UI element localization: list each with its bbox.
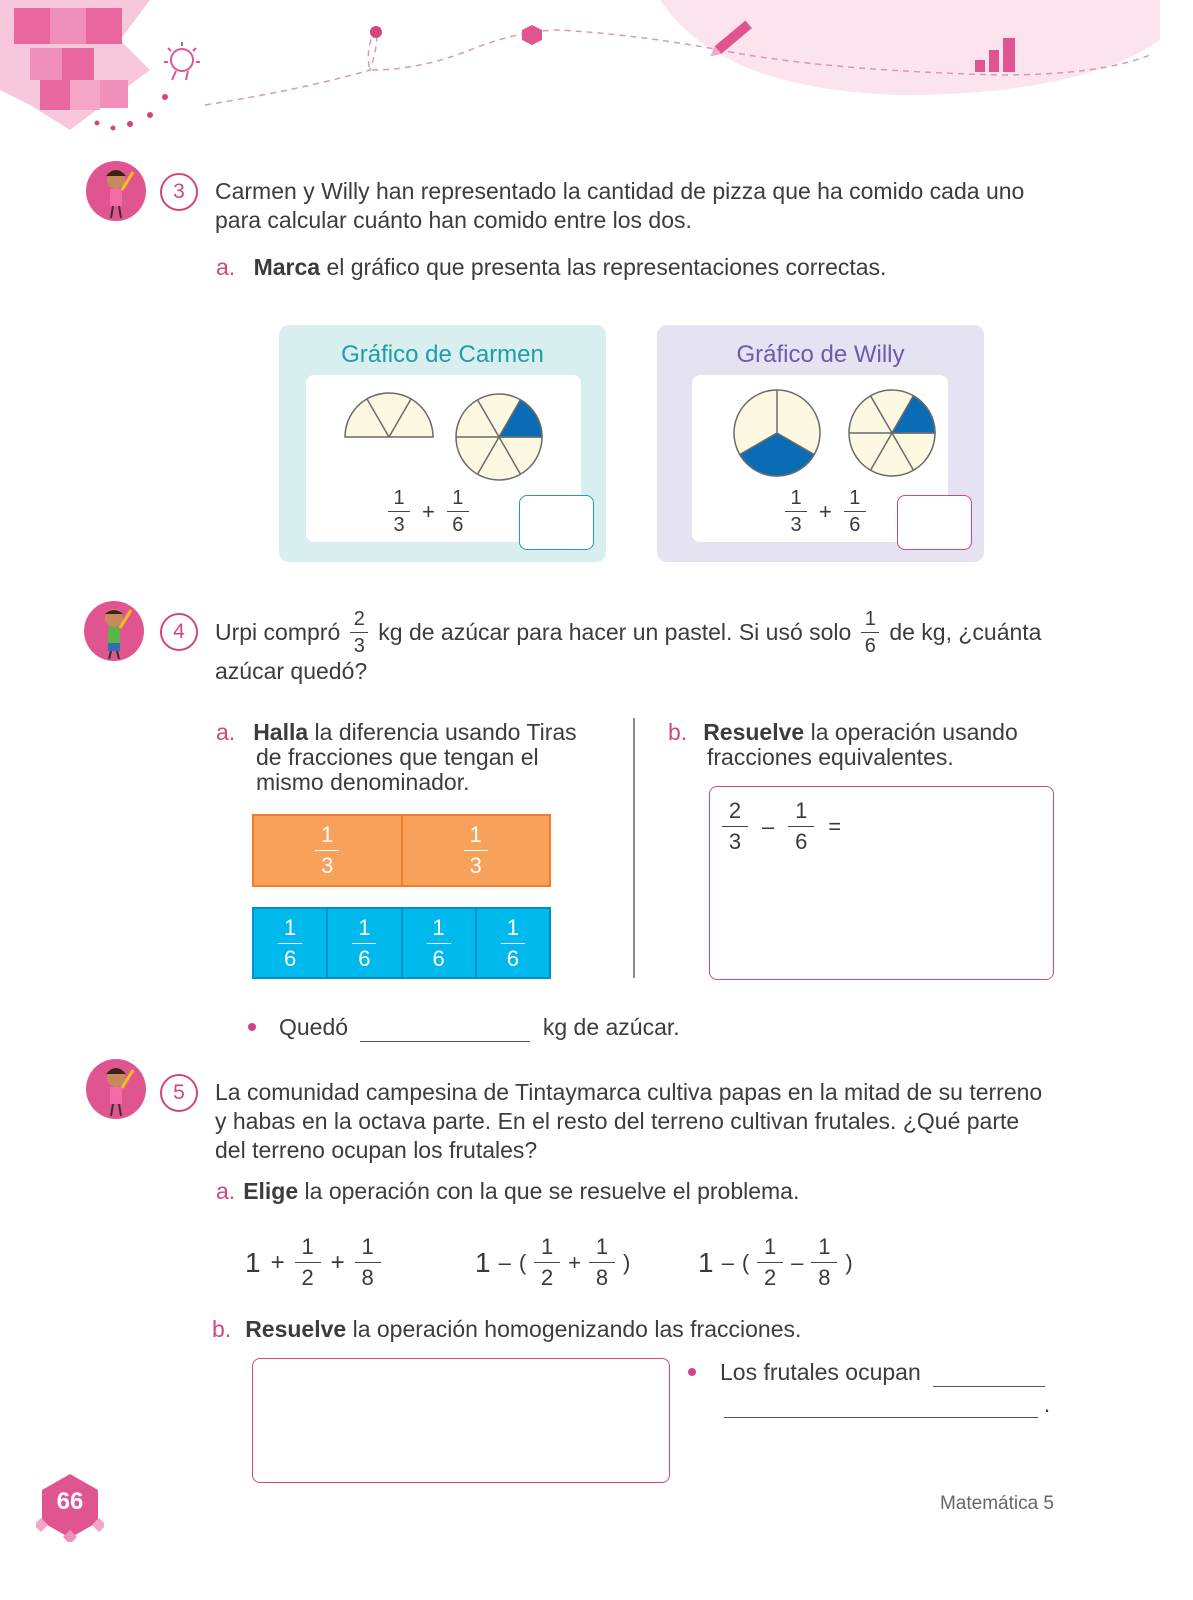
q4-fraction-bought-den: 3 — [353, 634, 365, 657]
q4-answer-prefix: Quedó — [279, 1014, 349, 1040]
carmen-fraction-1-den: 3 — [393, 514, 405, 536]
q5-opt3-fraction-1-num: 1 — [764, 1234, 777, 1259]
q5-opt1-fraction-2 — [355, 1234, 381, 1291]
q5-opt3-minus-2: – — [791, 1249, 804, 1275]
q5-part-a — [216, 1177, 799, 1206]
q5-opt2-left-paren: ( — [518, 1249, 527, 1275]
page-number: 66 — [56, 1488, 84, 1515]
carmen-check-box[interactable] — [519, 495, 594, 550]
willy-fraction-1-den: 3 — [790, 514, 802, 536]
third-strip-num: 1 — [469, 822, 482, 847]
sixth-strip-fraction — [352, 915, 376, 972]
q4-fraction-used — [861, 608, 879, 657]
q5-option-3[interactable] — [698, 1234, 853, 1291]
q5-opt1-plus-1: + — [270, 1248, 285, 1276]
q4-part-b-letter: b. — [668, 719, 688, 745]
q4-statement-line-2: azúcar quedó? — [215, 658, 368, 684]
column-divider — [633, 718, 635, 978]
q4-fraction-bought — [350, 608, 368, 657]
q5-opt3-fraction-1-den: 2 — [764, 1265, 777, 1290]
q4-op-equals: = — [828, 813, 842, 839]
third-strip-fraction — [464, 822, 488, 879]
half-pizza-thirds — [345, 393, 433, 437]
q5-answer-line-2 — [724, 1392, 1050, 1418]
q5-opt2-fraction-1-num: 1 — [541, 1234, 554, 1259]
q3-part-a-verb: Marca — [253, 254, 321, 280]
q3-part-a-text: el gráfico que presenta las representaciones correctas. — [320, 254, 887, 280]
question-number-3: 3 — [160, 173, 198, 211]
carmen-fraction-2-num: 1 — [452, 487, 464, 509]
q4-part-a-verb: Halla — [253, 719, 309, 745]
q5-opt2-fraction-2-den: 8 — [595, 1265, 609, 1290]
q5-opt1-fraction-2-num: 1 — [361, 1234, 374, 1259]
willy-fraction-2-num: 1 — [849, 487, 861, 509]
header-decoration — [0, 0, 1193, 150]
q5-part-b-work-box[interactable] — [252, 1358, 670, 1483]
carmen-fraction-1-num: 1 — [393, 487, 405, 509]
carmen-chart-title: Gráfico de Carmen — [341, 341, 544, 368]
q4-part-a-letter: a. — [216, 719, 236, 745]
book-title: Matemática 5 — [939, 1493, 1054, 1514]
willy-fraction-2 — [844, 487, 866, 536]
question-number-4: 4 — [160, 613, 198, 651]
q4-part-b — [668, 720, 1018, 770]
q5-part-b-verb: Resuelve — [245, 1316, 347, 1342]
q5-answer-line-1 — [720, 1358, 1045, 1387]
sixth-strip-num: 1 — [284, 914, 297, 940]
willy-fraction-1-num: 1 — [790, 487, 802, 509]
third-strip-den: 3 — [469, 853, 482, 878]
sixth-strip-cell — [254, 909, 328, 977]
student-avatar-girl-2 — [85, 1058, 147, 1120]
q5-opt2-fraction-2-num: 1 — [595, 1234, 609, 1259]
q5-opt2-right-paren: ) — [623, 1249, 631, 1275]
q5-opt3-one: 1 — [698, 1246, 714, 1278]
q5-opt3-fraction-2 — [811, 1234, 837, 1291]
q4-part-b-operation — [722, 798, 841, 855]
q5-part-b — [212, 1315, 801, 1344]
q5-opt2-fraction-1-den: 2 — [541, 1265, 554, 1290]
pizza-sixths — [456, 394, 542, 480]
sixth-strip-cell — [403, 909, 477, 977]
q4-text-part-2: kg de azúcar para hacer un pastel. Si usó solo — [378, 618, 852, 645]
student-avatar-boy — [83, 600, 145, 662]
sixth-strip-fraction — [278, 915, 302, 972]
q4-part-a-line-3: mismo denominador. — [256, 769, 470, 795]
q5-statement-line-1: La comunidad campesina de Tintaymarca cultiva papas en la mitad de su terreno — [215, 1079, 1043, 1105]
q5-opt3-right-paren: ) — [845, 1249, 853, 1275]
q5-statement-line-3: del terreno ocupan los frutales? — [215, 1137, 538, 1163]
sixth-strip-den: 6 — [284, 945, 297, 971]
q5-opt2-fraction-2 — [589, 1234, 615, 1291]
q5-part-a-letter: a. — [216, 1178, 236, 1204]
q4-op-minus: – — [762, 813, 775, 839]
third-strip-cell — [254, 816, 403, 885]
q5-option-2[interactable] — [475, 1234, 630, 1291]
third-strip-cell — [403, 816, 550, 885]
fraction-strip-sixths — [252, 907, 551, 979]
willy-fraction-sum — [785, 487, 866, 536]
willy-fraction-2-den: 6 — [849, 514, 861, 536]
q5-part-b-letter: b. — [212, 1316, 232, 1342]
q4-statement-line-1 — [215, 606, 1041, 658]
q5-statement-line-2: y habas en la octava parte. En el resto del terreno cultivan frutales. ¿Qué parte — [215, 1108, 1020, 1134]
q4-part-b-line-1: la operación usando — [804, 719, 1018, 745]
q4-part-a — [216, 720, 577, 795]
q4-op-fraction-2-num: 1 — [795, 798, 808, 823]
q4-answer-suffix: kg de azúcar. — [542, 1014, 680, 1040]
willy-chart-title: Gráfico de Willy — [736, 341, 905, 368]
sixth-strip-fraction — [427, 915, 451, 972]
q5-answer-prefix: Los frutales ocupan — [720, 1359, 921, 1385]
q5-part-a-verb: Elige — [243, 1178, 299, 1204]
q4-op-fraction-1 — [722, 798, 748, 855]
q5-opt2-fraction-1 — [534, 1234, 560, 1291]
q4-op-fraction-2 — [788, 798, 814, 855]
q5-part-b-text: la operación homogenizando las fracciones. — [346, 1316, 802, 1342]
q4-op-fraction-2-den: 6 — [795, 829, 808, 854]
carmen-fraction-sum — [388, 487, 469, 536]
q5-opt1-fraction-1-den: 2 — [301, 1265, 314, 1290]
q4-answer-blank[interactable] — [360, 1019, 530, 1042]
willy-plus: + — [819, 498, 832, 524]
sixth-strip-cell — [328, 909, 402, 977]
q5-opt3-fraction-1 — [757, 1234, 783, 1291]
third-strip-fraction — [315, 822, 339, 879]
third-strip-num: 1 — [321, 822, 334, 847]
sixth-strip-den: 6 — [432, 945, 445, 971]
q4-part-b-line-2: fracciones equivalentes. — [707, 744, 954, 770]
q4-op-fraction-1-num: 2 — [728, 798, 742, 823]
q4-part-b-verb: Resuelve — [703, 719, 805, 745]
q4-text-part-1: Urpi compró — [215, 618, 341, 645]
carmen-plus: + — [422, 498, 435, 524]
sixth-strip-den: 6 — [358, 945, 371, 971]
pizza-thirds — [734, 390, 820, 476]
q3-statement-line-2: para calcular cuánto han comido entre los dos. — [215, 207, 692, 233]
lightbulb-icon — [164, 42, 200, 80]
carmen-fraction-1 — [388, 487, 410, 536]
q5-opt3-minus-1: – — [721, 1249, 734, 1275]
q5-opt2-one: 1 — [475, 1246, 491, 1278]
q5-opt1-fraction-2-den: 8 — [361, 1265, 374, 1290]
student-avatar-girl — [85, 160, 147, 222]
q5-opt2-plus: + — [568, 1249, 582, 1275]
q5-answer-period: . — [1044, 1392, 1051, 1417]
willy-fraction-1 — [785, 487, 807, 536]
q5-answer-blank-2[interactable] — [724, 1397, 1038, 1418]
sixth-strip-num: 1 — [432, 914, 445, 940]
q4-text-part-3: de kg, ¿cuánta — [889, 618, 1042, 645]
q5-opt3-fraction-2-den: 8 — [818, 1265, 831, 1290]
sixth-strip-cell — [477, 909, 549, 977]
third-strip-den: 3 — [321, 853, 334, 878]
q5-opt1-fraction-1 — [295, 1234, 321, 1291]
q5-opt1-one: 1 — [245, 1246, 261, 1278]
fraction-strip-thirds — [252, 814, 551, 887]
q5-opt3-fraction-2-num: 1 — [818, 1234, 831, 1259]
q5-opt2-minus: – — [498, 1249, 511, 1275]
q3-part-a — [216, 253, 886, 282]
q3-statement-line-1: Carmen y Willy han representado la cantidad de pizza que ha comido cada uno — [215, 178, 1025, 204]
q4-fraction-bought-num: 2 — [353, 607, 365, 630]
q4-part-a-line-2: de fracciones que tengan el — [256, 744, 539, 770]
willy-check-box[interactable] — [897, 495, 972, 550]
small-cube-icon — [522, 25, 542, 45]
q5-answer-bullet — [688, 1368, 696, 1376]
sixth-strip-fraction — [501, 915, 525, 972]
pizza-sixths — [849, 390, 935, 476]
carmen-pizza-drawings — [330, 385, 560, 485]
sixth-strip-den: 6 — [506, 945, 519, 971]
sixth-strip-num: 1 — [358, 914, 371, 940]
q4-answer-line — [279, 1013, 680, 1042]
carmen-fraction-2-den: 6 — [452, 514, 464, 536]
willy-pizza-drawings — [730, 385, 945, 485]
q5-option-1[interactable] — [245, 1234, 381, 1291]
q3-part-a-letter: a. — [216, 254, 236, 280]
q4-part-a-line-1: la diferencia usando Tiras — [308, 719, 577, 745]
q5-part-a-text: la operación con la que se resuelve el problema. — [298, 1178, 800, 1204]
q4-fraction-used-num: 1 — [864, 607, 876, 630]
q4-op-fraction-1-den: 3 — [728, 829, 742, 854]
q5-answer-blank-1[interactable] — [933, 1366, 1045, 1387]
sixth-strip-num: 1 — [506, 914, 519, 940]
q5-opt3-left-paren: ( — [741, 1249, 750, 1275]
carmen-fraction-2 — [447, 487, 469, 536]
q4-fraction-used-den: 6 — [864, 634, 876, 657]
cubes-icon — [0, 0, 150, 130]
q4-answer-bullet — [248, 1023, 256, 1031]
q5-opt1-plus-2: + — [330, 1248, 345, 1276]
q5-opt1-fraction-1-num: 1 — [301, 1234, 314, 1259]
question-number-5: 5 — [160, 1074, 198, 1112]
